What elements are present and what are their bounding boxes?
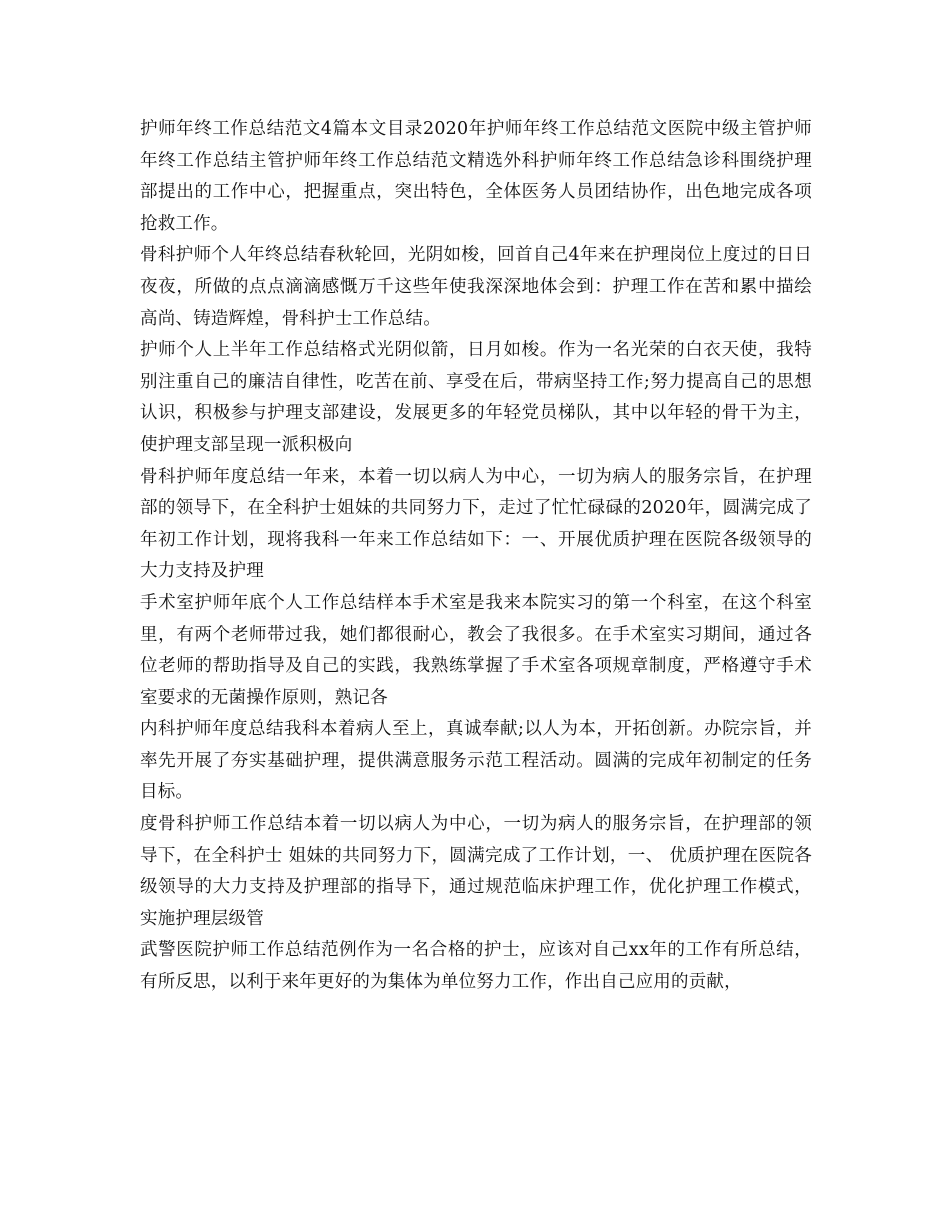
paragraph: 内科护师年度总结我科本着病人至上，真诚奉献;以人为本，开拓创新。办院宗旨，并率先开展了夯实基础护理，提供满意服务示范工程活动。圆满的完成年初制定的任务目标。 [140,719,812,803]
paragraph: 护师个人上半年工作总结格式光阴似箭，日月如梭。作为一名光荣的白衣天使，我特别注重自己的廉洁自律性，吃苦在前、享受在后，带病坚持工作;努力提高自己的思想认识，积极参与护理支部建设，发展更多的年轻党员梯队，其中以年轻的骨干为主，使护理支部呈现一派积极向 [140,340,812,455]
paragraph: 骨科护师年度总结一年来，本着一切以病人为中心，一切为病人的服务宗旨，在护理部的领导下，在全科护士姐妹的共同努力下，走过了忙忙碌碌的2020年，圆满完成了年初工作计划，现将我科一年来工作总结如下：一、开展优质护理在医院各级领导的大力支持及护理 [140,466,812,582]
paragraph: 护师年终工作总结范文4篇本文目录2020年护师年终工作总结范文医院中级主管护师年终工作总结主管护师年终工作总结范文精选外科护师年终工作总结急诊科围绕护理部提出的工作中心，把握重点，突出特色，全体医务人员团结协作，出色地完成各项抢救工作。 [140,119,812,234]
paragraph: 度骨科护师工作总结本着一切以病人为中心，一切为病人的服务宗旨，在护理部的领导下，在全科护士 姐妹的共同努力下，圆满完成了工作计划，一、 优质护理在医院各级领导的大力支持及护理部的指导下，通过规范临床护理工作，优化护理工作模式，实施护理层级管 [140,814,812,929]
document-body [140,114,812,999]
paragraph: 骨科护师个人年终总结春秋轮回，光阴如梭，回首自己4年来在护理岗位上度过的日日夜夜，所做的点点滴滴感慨万千这些年使我深深地体会到：护理工作在苦和累中描绘高尚、铸造辉煌，骨科护士工作总结。 [140,245,812,329]
paragraph: 手术室护师年底个人工作总结样本手术室是我来本院实习的第一个科室，在这个科室里，有两个老师带过我，她们都很耐心，教会了我很多。在手术室实习期间，通过各位老师的帮助指导及自己的实践，我熟练掌握了手术室各项规章制度，严格遵守手术室要求的无菌操作原则，熟记各 [140,592,812,708]
paragraph: 武警医院护师工作总结范例作为一名合格的护士，应该对自己xx年的工作有所总结，有所反思，以利于来年更好的为集体为单位努力工作，作出自己应用的贡献， [140,940,812,993]
